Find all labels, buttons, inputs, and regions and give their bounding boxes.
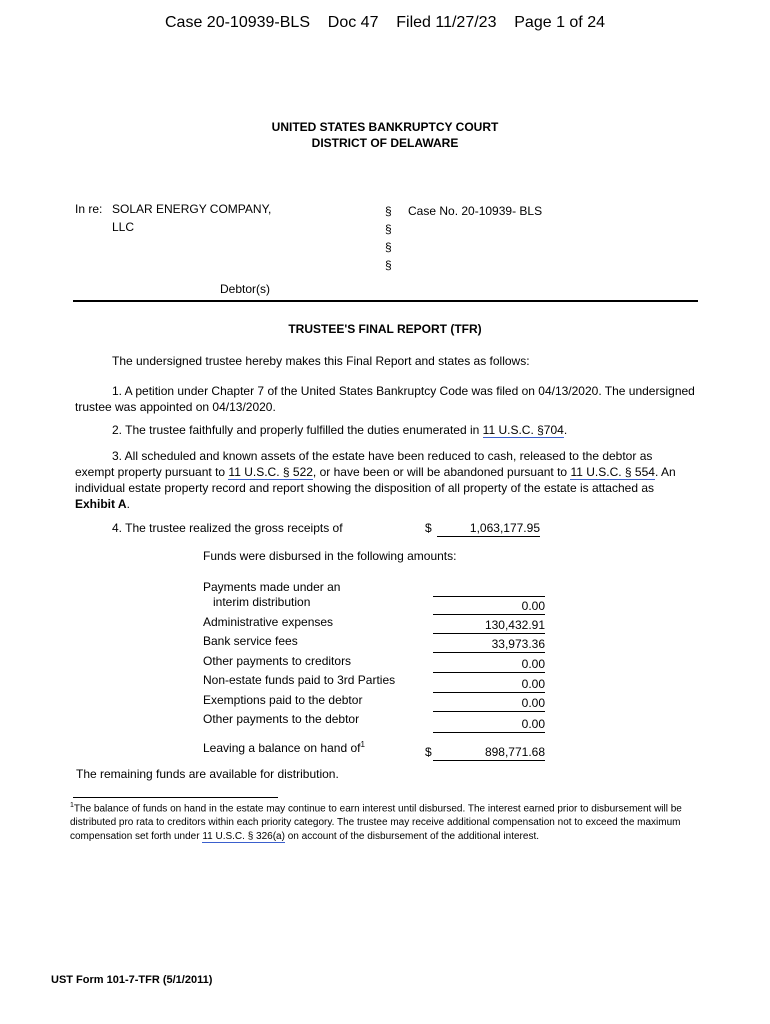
report-title: TRUSTEE'S FINAL REPORT (TFR) [288,322,482,336]
disbursement-amount: 130,432.91 [433,618,545,634]
gross-currency: $ [425,521,432,535]
disbursement-label: Payments made under an [203,580,341,594]
debtor-label: Debtor(s) [220,282,271,296]
paragraph-1: 1. A petition under Chapter 7 of the United States Bankruptcy Code was filed on 04/13/2020. The undersigned trustee was appointed on 04/13/2020. [75,384,695,414]
in-re-label: In re: [75,202,103,216]
disbursement-amount: 0.00 [433,677,545,693]
disbursement-amount: 0.00 [433,599,545,615]
filing-header [0,14,770,32]
amount-underline [433,596,545,597]
gross-receipts-amount: 1,063,177.95 [437,521,540,537]
balance-label: Leaving a balance on hand $of^1$ [203,740,365,755]
paragraph-4: 4. The trustee realized the gross receipts of [112,521,343,535]
court-name: UNITED STATES BANKRUPTCY COURT [271,120,499,134]
form-identifier: UST Form 101-7-TFR (5/1/2011) [51,974,213,986]
court-district: DISTRICT OF DELAWARE [311,136,459,150]
intro-paragraph: The undersigned trustee hereby makes this Final Report and states as follows: [112,354,530,368]
section-mark: § [385,222,392,236]
balance-amount: 898,771.68 [433,745,545,761]
disbursement-label: Other payments to the debtor [203,712,360,726]
doc-number-stamp: Doc 47 [327,14,379,31]
exhibit-a-label: Exhibit A [75,497,127,511]
usc-554-link[interactable]: 11 U.S.C. § 554 [570,465,655,479]
filed-date-stamp: Filed 11/27/23 [396,14,497,31]
page-number-stamp: Page 1 of 24 [514,14,605,31]
disbursement-amount: 0.00 [433,696,545,712]
section-mark: § [385,240,392,254]
footnote-separator [73,797,278,798]
disbursement-label: interim distribution [213,595,311,609]
paragraph-2: 2. The trustee faithfully and properly fulfilled the duties enumerated in 11 U.S.C. §704. [112,423,568,437]
disbursed-intro: Funds were disbursed in the following amounts: [203,549,457,563]
disbursement-amount: 33,973.36 [433,637,545,653]
usc-704-link[interactable]: 11 U.S.C. §704 [482,423,564,437]
usc-326a-link[interactable]: 11 U.S.C. § 326(a) [202,831,285,843]
disbursement-label: Non-estate funds paid to 3rd Parties [203,673,396,687]
remaining-funds-statement: The remaining funds are available for distribution. [76,767,339,781]
usc-522-link[interactable]: 11 U.S.C. § 522 [228,465,313,479]
disbursement-label: Bank service fees [203,634,298,648]
disbursement-label: Other payments to creditors [203,654,352,668]
caption-divider [73,300,698,302]
section-mark: § [385,204,392,218]
debtor-name-line2: LLC [112,220,135,234]
footnote: $^1$The balance of funds on hand in the estate may continue to earn interest until disbursed. The interest earned prior to disbursement will be distributed pro rata to creditors within each priority category. The trustee may receive additional compensation not to exceed the maximum compensation set forth under 11 U.S.C. § 326(a) on account of the disbursement of the additional interest. [70,802,682,843]
disbursement-amount: 0.00 [433,657,545,673]
footnote-ref: 1 [360,740,365,749]
case-number: Case No. 20-10939- BLS [408,204,543,218]
section-mark: § [385,258,392,272]
disbursement-label: Administrative expenses [203,615,334,629]
paragraph-3: 3. All scheduled and known assets of the estate have been reduced to cash, released to the debtor as exempt property pursuant to 11 U.S.C. § 522, or have been or will be abandoned pursuant to 11 U.S.C. § 554. An individual estate property record and report showing the disposition of all property of the estate is attached as Exhibit A. [75,449,676,511]
balance-currency: $ [425,745,432,759]
disbursement-label: Exemptions paid to the debtor [203,693,363,707]
disbursement-amount: 0.00 [433,717,545,733]
debtor-name-line1: SOLAR ENERGY COMPANY, [112,202,272,216]
case-number-stamp: Case 20-10939-BLS [165,14,310,31]
